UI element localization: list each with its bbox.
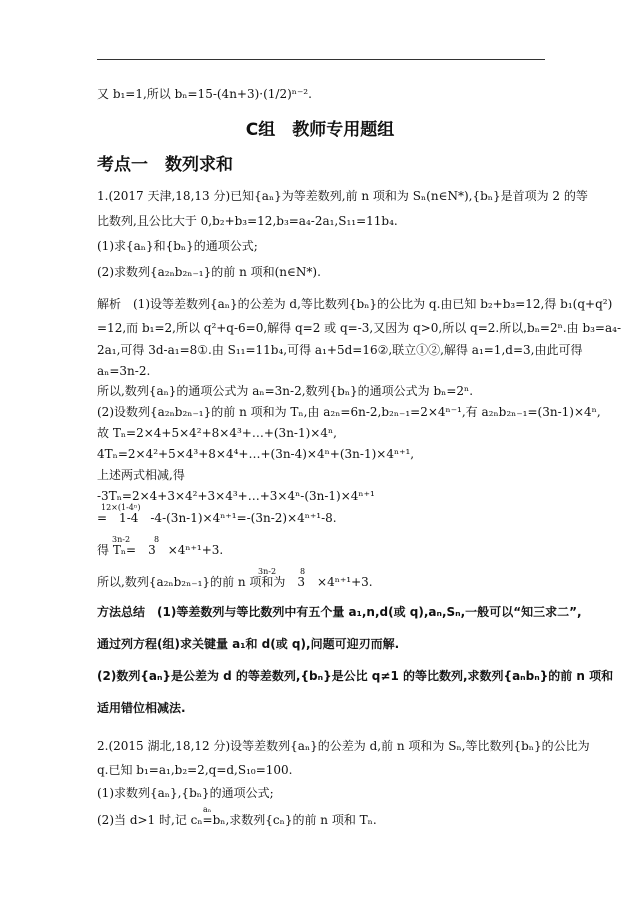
- fraction-numerator: aₙ: [203, 805, 212, 814]
- problem-2-line: q.已知 b₁=a₁,b₂=2,q=d,S₁₀=100.: [97, 763, 293, 777]
- solution-line: aₙ=3n-2.: [97, 364, 151, 378]
- problem-1-line: 1.(2017 天津,18,13 分)已知{aₙ}为等差数列,前 n 项和为 Sₙ(n∈N*),{bₙ}是首项为 2 的等: [97, 189, 588, 203]
- problem-2-line: (1)求数列{aₙ},{bₙ}的通项公式;: [97, 786, 274, 800]
- solution-line: 上述两式相减,得: [97, 468, 185, 482]
- group-title: C组 教师专用题组: [245, 120, 395, 140]
- section-title: 考点一 数列求和: [97, 155, 233, 175]
- solution-line: 故 Tₙ=2×4+5×4²+8×4³+…+(3n-1)×4ⁿ,: [97, 426, 337, 440]
- solution-line: 所以,数列{aₙ}的通项公式为 aₙ=3n-2,数列{bₙ}的通项公式为 bₙ=2ⁿ.: [97, 384, 474, 398]
- fraction-numerator: 12×(1-4ⁿ): [101, 503, 141, 512]
- solution-line: 所以,数列{a₂ₙb₂ₙ₋₁}的前 n 项和为 3 ×4ⁿ⁺¹+3.: [97, 575, 373, 589]
- method-summary-line: 方法总结 (1)等差数列与等比数列中有五个量 a₁,n,d(或 q),aₙ,Sₙ,一般可以“知三求二”,: [97, 605, 582, 619]
- solution-line: (2)设数列{a₂ₙb₂ₙ₋₁}的前 n 项和为 Tₙ,由 a₂ₙ=6n-2,b₂ₙ₋₁=2×4ⁿ⁻¹,有 a₂ₙb₂ₙ₋₁=(3n-1)×4ⁿ,: [97, 405, 601, 419]
- method-summary-line: 适用错位相减法.: [97, 701, 186, 715]
- solution-line: =12,而 b₁=2,所以 q²+q-6=0,解得 q=2 或 q=-3,又因为 q>0,所以 q=2.所以,bₙ=2ⁿ.由 b₃=a₄-: [97, 321, 622, 335]
- solution-line: = 1-4 -4-(3n-1)×4ⁿ⁺¹=-(3n-2)×4ⁿ⁺¹-8.: [97, 511, 337, 525]
- fraction-numerator: 3n-2 8: [112, 535, 160, 544]
- fraction-numerator: 3n-2 8: [258, 567, 306, 576]
- problem-2-line: (2)当 d>1 时,记 cₙ=bₙ,求数列{cₙ}的前 n 项和 Tₙ.: [97, 813, 377, 827]
- method-summary-line: 通过列方程(组)求关键量 a₁和 d(或 q),问题可迎刃而解.: [97, 637, 400, 651]
- solution-line: 4Tₙ=2×4²+5×4³+8×4⁴+…+(3n-4)×4ⁿ+(3n-1)×4ⁿ⁺¹,: [97, 447, 415, 461]
- solution-line: 2a₁,可得 3d-a₁=8①.由 S₁₁=11b₄,可得 a₁+5d=16②,联立①②,解得 a₁=1,d=3,由此可得: [97, 343, 583, 357]
- problem-1-line: (1)求{aₙ}和{bₙ}的通项公式;: [97, 239, 258, 253]
- text-line: 又 b₁=1,所以 bₙ=15-(4n+3)·(1/2)ⁿ⁻².: [97, 87, 312, 101]
- problem-2-line: 2.(2015 湖北,18,12 分)设等差数列{aₙ}的公差为 d,前 n 项和为 Sₙ,等比数列{bₙ}的公比为: [97, 739, 590, 753]
- method-summary-line: (2)数列{aₙ}是公差为 d 的等差数列,{bₙ}是公比 q≠1 的等比数列,求数列{aₙbₙ}的前 n 项和: [97, 669, 614, 683]
- problem-1-line: 比数列,且公比大于 0,b₂+b₃=12,b₃=a₄-2a₁,S₁₁=11b₄.: [97, 214, 398, 228]
- solution-line: 得 Tₙ= 3 ×4ⁿ⁺¹+3.: [97, 543, 224, 557]
- solution-line: 解析 (1)设等差数列{aₙ}的公差为 d,等比数列{bₙ}的公比为 q.由已知 b₂+b₃=12,得 b₁(q+q²): [97, 297, 613, 311]
- header-rule: [97, 59, 545, 60]
- problem-1-line: (2)求数列{a₂ₙb₂ₙ₋₁}的前 n 项和(n∈N*).: [97, 265, 321, 279]
- solution-line: -3Tₙ=2×4+3×4²+3×4³+…+3×4ⁿ-(3n-1)×4ⁿ⁺¹: [97, 489, 375, 503]
